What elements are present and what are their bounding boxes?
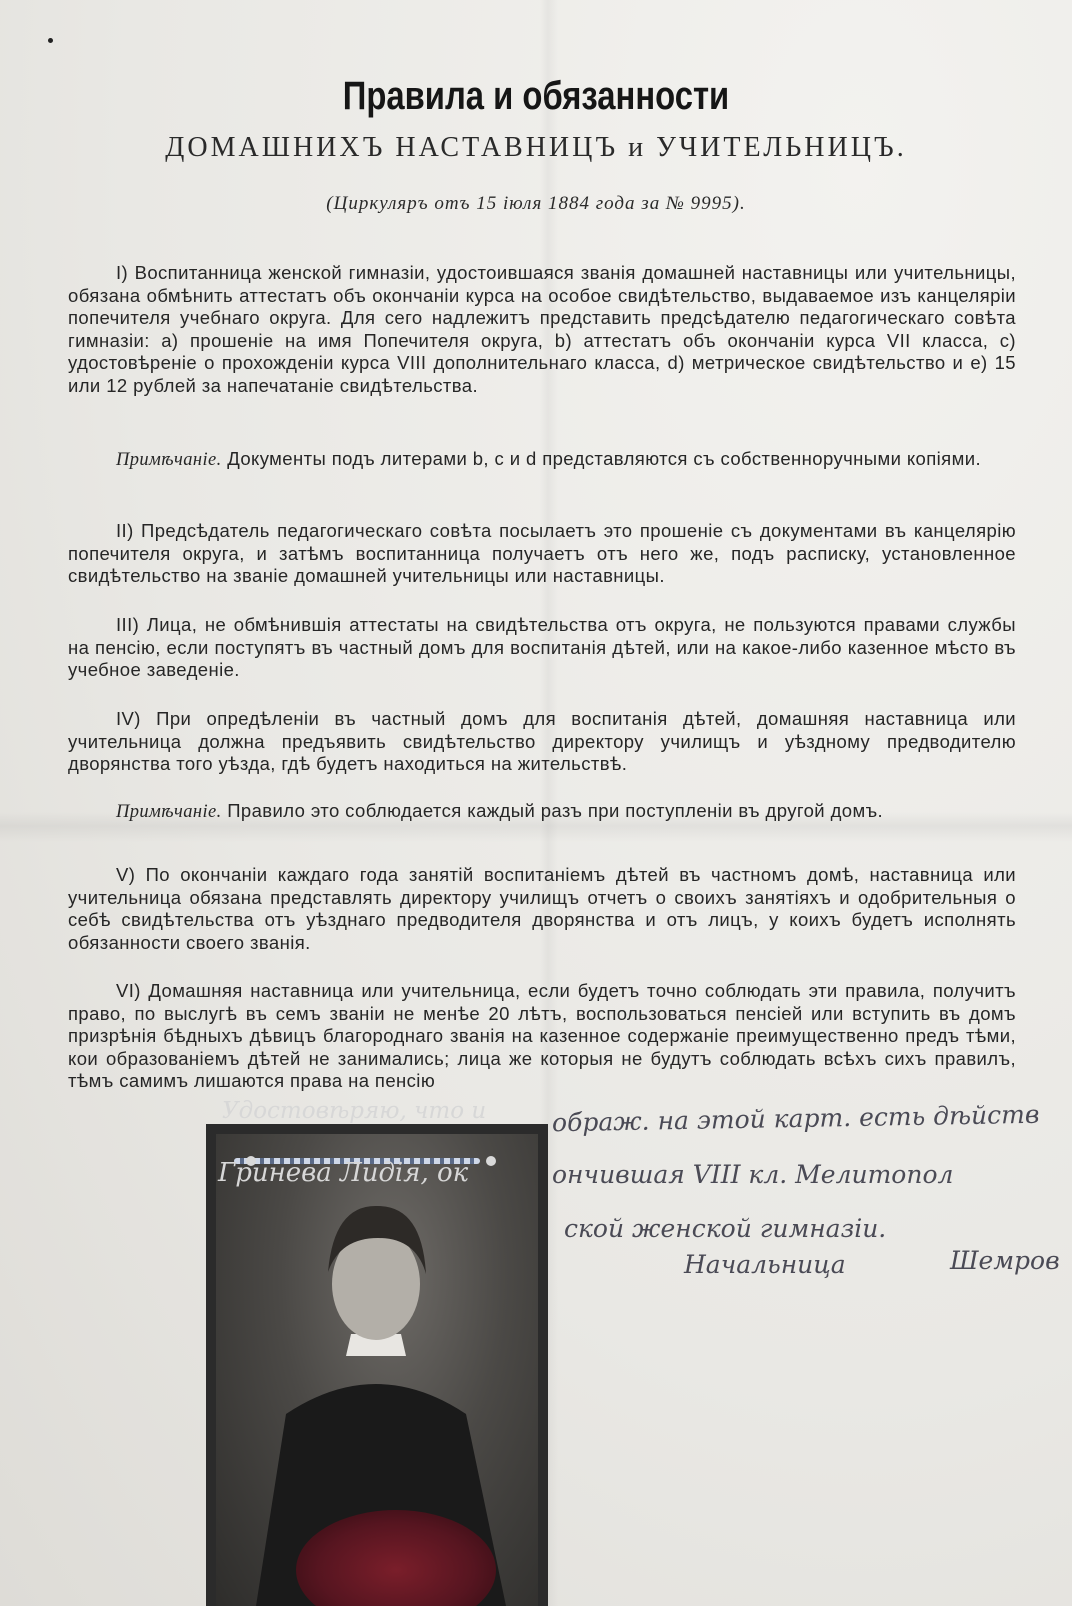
rule-paragraph-5: V) По окончаніи каждаго года занятій воспитаніемъ дѣтей въ частномъ домѣ, наставница или учительница обязана представлять директору училищъ отчетъ о своихъ занятіяхъ и одобрительныя о себѣ свидѣтельства отъ уѣзднаго предводителя дворянства и отъ лицъ, у коихъ будетъ исполнять обязанности своего званія. <box>68 864 1016 953</box>
handwritten-line-1b: ображ. на этой карт. есть дѣйств <box>551 1099 1040 1138</box>
circular-reference: (Циркуляръ отъ 15 іюля 1884 года за № 9995). <box>326 193 746 214</box>
rule-paragraph-6: VI) Домашняя наставница или учительница, если будетъ точно соблюдать эти правила, получитъ право, по выслугѣ въ семъ званіи не менѣе 20 лѣтъ, воспользоваться пенсіей или вступить въ домъ призрѣнія бѣдныхъ дѣвицъ благороднаго званія на казенное содержаніе преимущественно предъ тѣми, кои образованіемъ дѣтей не занимались; лица же которыя не будутъ соблюдать всѣхъ сихъ правилъ, тѣмъ самимъ лишаются права на пенсію <box>68 980 1016 1091</box>
rule-paragraph-2: II) Предсѣдатель педагогическаго совѣта посылаетъ это прошеніе съ документами въ канцелярію попечителя округа, и затѣмъ воспитанница получаетъ отъ него же, подъ расписку, установленное свидѣтельство на званіе домашней учительницы или наставницы. <box>68 520 1016 586</box>
note-text: Документы подъ литерами b, с и d представляются съ собственноручными копіями. <box>227 448 981 469</box>
note-paragraph-1 <box>68 448 1016 472</box>
photo-card <box>206 1124 548 1606</box>
rule-paragraph-4: IV) При опредѣленіи въ частный домъ для воспитанія дѣтей, домашняя наставница или учительница должна предъявить свидѣтельство директору училищъ и уѣздному предводителю дворянства того уѣзда, гдѣ будетъ находиться на жительствѣ. <box>68 708 1016 774</box>
note-text: Правило это соблюдается каждый разъ при поступленіи въ другой домъ. <box>227 800 884 821</box>
note-label: Примѣчаніе. <box>116 802 222 822</box>
signature: Шемров <box>950 1246 1060 1275</box>
handwritten-line-3: ской женской гимназіи. <box>564 1214 887 1243</box>
rule-paragraph-3: III) Лица, не обмѣнившія аттестаты на свидѣтельства отъ округа, не пользуются правами службы на пенсію, если поступятъ въ частный домъ для воспитанія дѣтей, или на какое-либо казенное мѣсто въ учебное заведеніе. <box>68 614 1016 680</box>
rule-paragraph-1: I) Воспитанница женской гимназіи, удостоившаяся званія домашней наставницы или учительницы, обязана обмѣнить аттестатъ объ окончаніи курса на особое свидѣтельство, выдаваемое изъ канцеляріи попечителя учебнаго округа. Для сего надлежитъ представить предсѣдателю педагогическаго совѣта гимназіи: а) прошеніе на имя Попечителя округа, b) аттестатъ объ окончаніи курса VII класса, с) удостовѣреніе о прохожденіи курса VIII дополнительнаго класса, d) метрическое свидѣтельство и е) 15 или 12 рублей за напечатаніе свидѣтельства. <box>68 262 1016 396</box>
handwritten-line-2a: Гринева Лидія, ок <box>218 1158 469 1188</box>
note-paragraph-2 <box>68 800 1016 824</box>
note-label: Примѣчаніе. <box>116 450 222 470</box>
document-subtitle: ДОМАШНИХЪ НАСТАВНИЦЪ и УЧИТЕЛЬНИЦЪ. <box>165 132 907 163</box>
handwritten-line-1a: Удостовѣряю, что и <box>222 1098 487 1124</box>
document-title: Правила и обязанности <box>342 74 730 118</box>
signature-label: Начальница <box>684 1250 846 1279</box>
handwritten-line-2b: ончившая VIII кл. Мелитопол <box>552 1160 954 1189</box>
ink-dot <box>48 38 53 43</box>
portrait-photo <box>216 1134 538 1606</box>
